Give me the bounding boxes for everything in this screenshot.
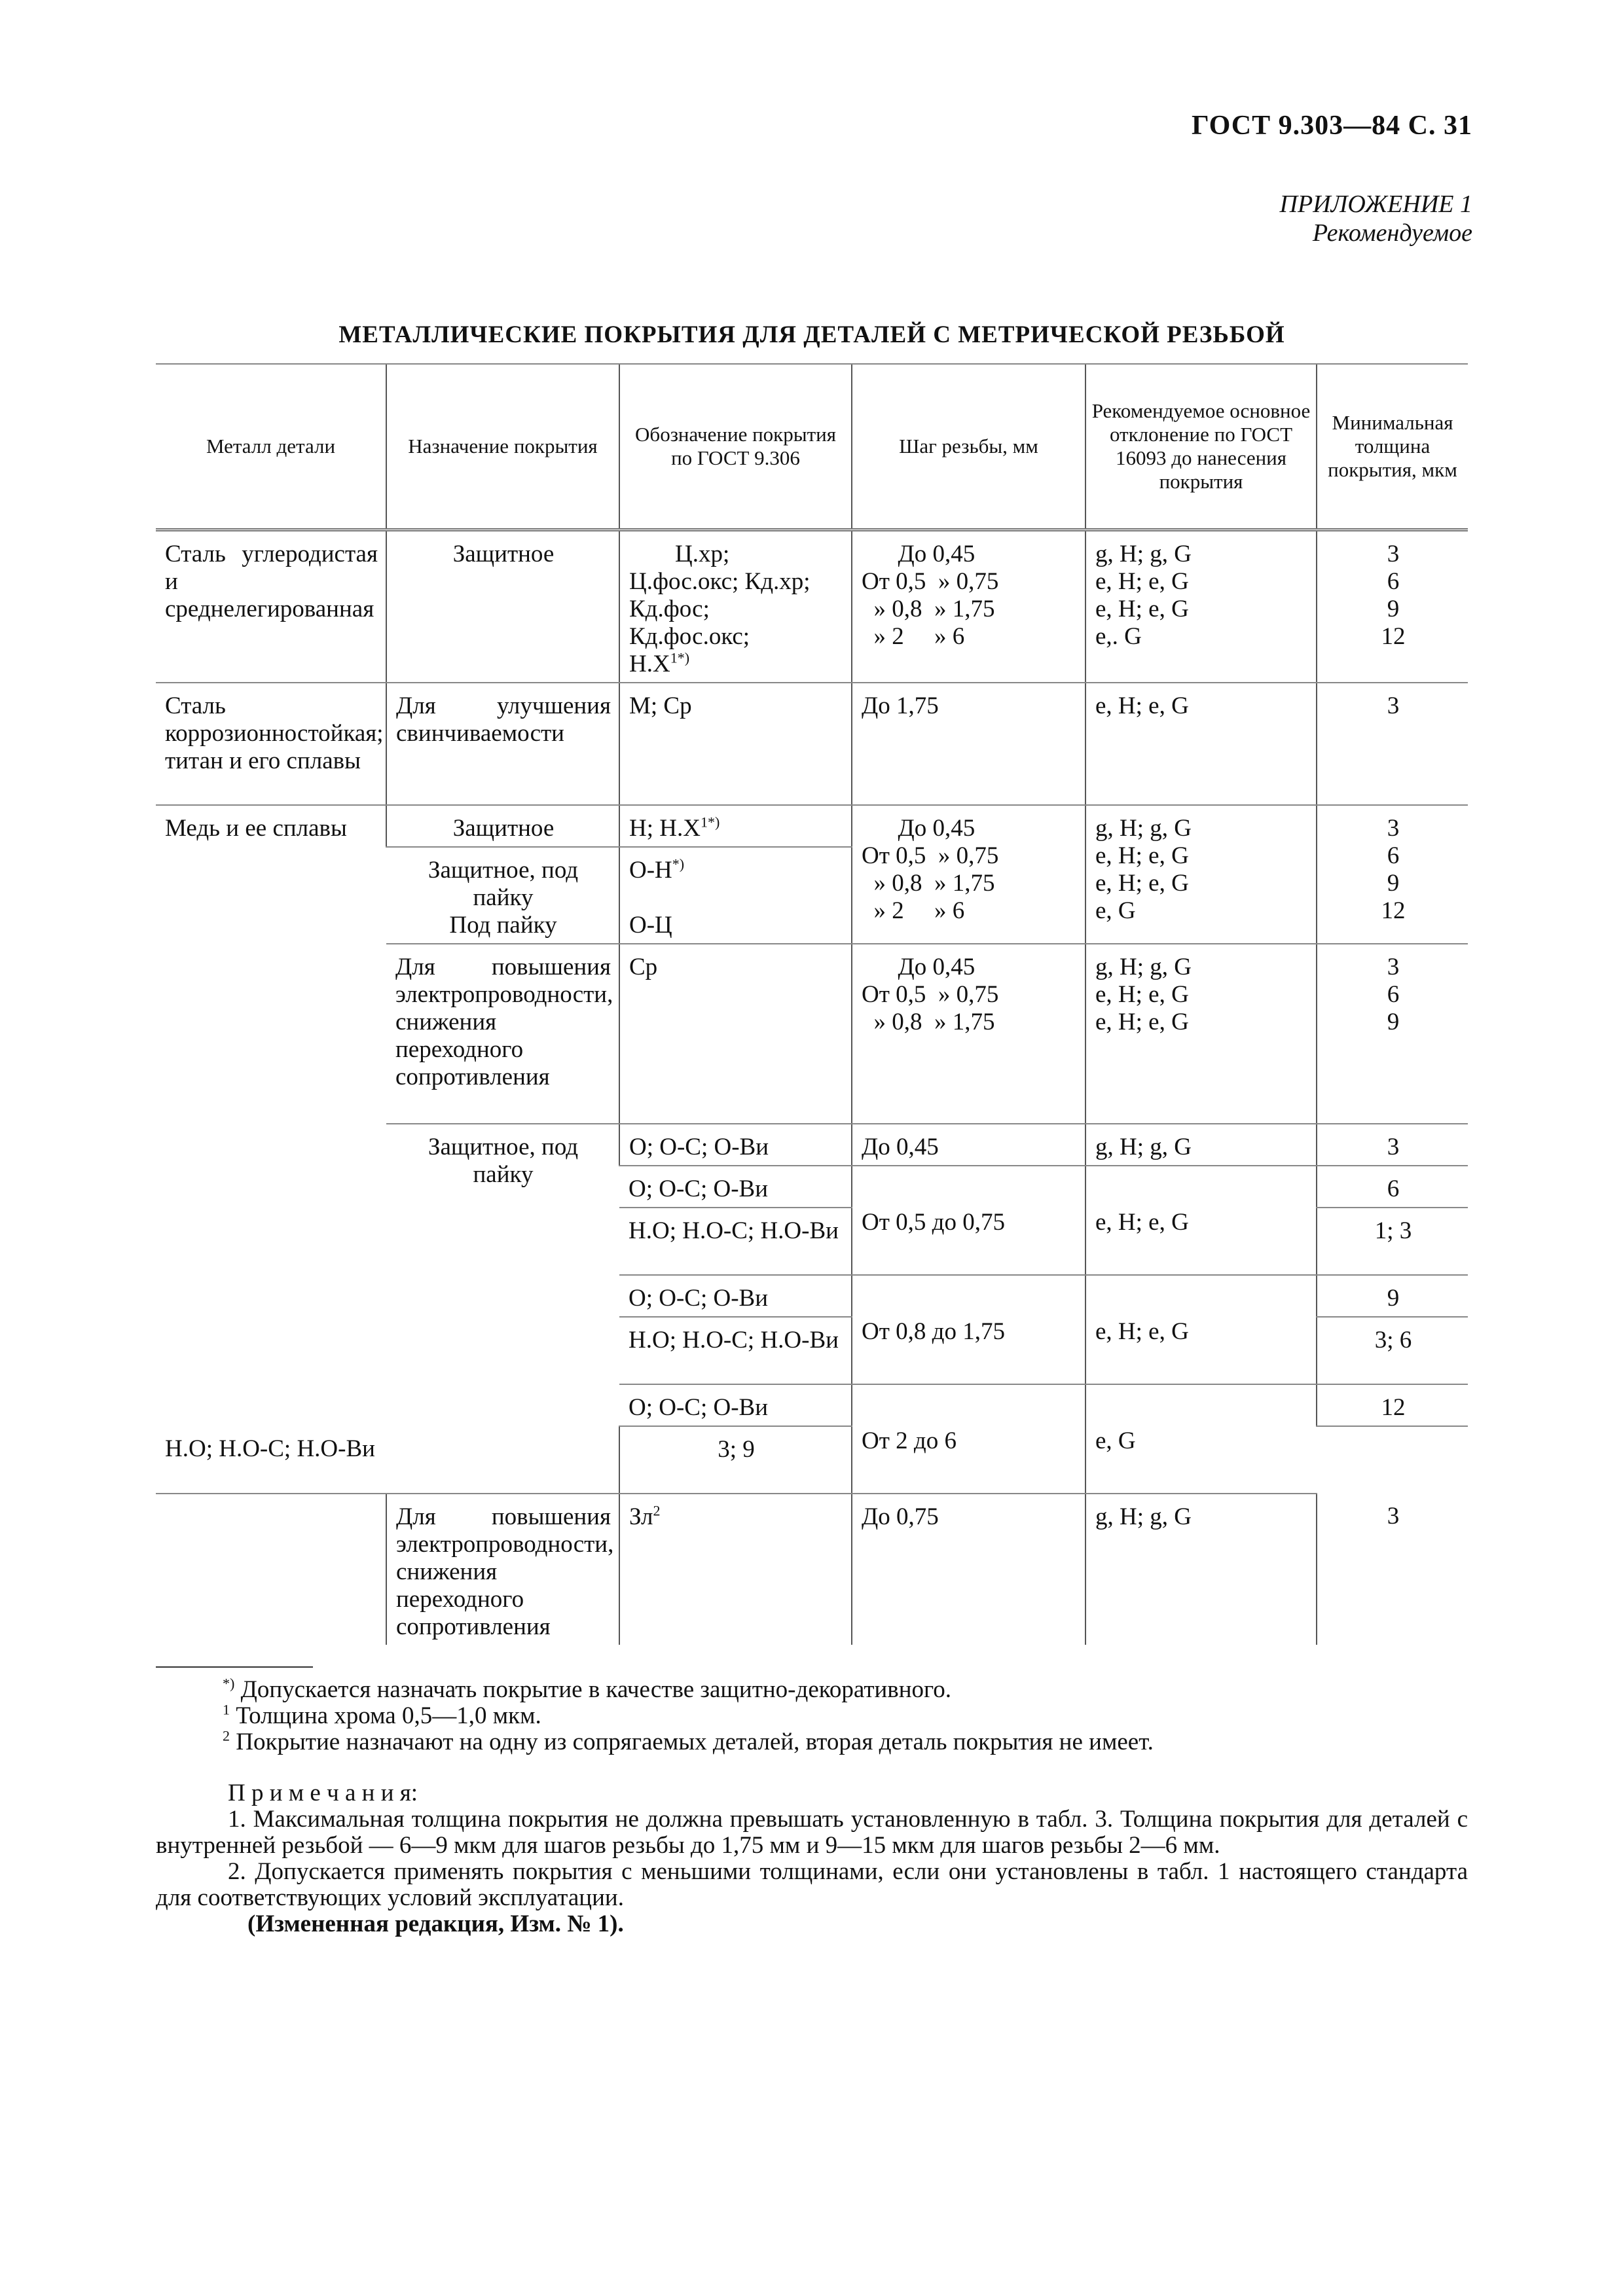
- cell-thickness: 3; 9: [619, 1426, 852, 1494]
- cell-metal: Сталь углеродистая и среднелегированная: [156, 529, 386, 683]
- cell-thickness: 3: [1317, 1494, 1468, 1645]
- header-deviation: Рекомендуемое основное отклонение по ГОСТ 16093 до нанесения покрытия: [1085, 364, 1317, 529]
- cell-purpose: Для улучшения свинчиваемости: [386, 683, 619, 805]
- cell-deviation: e, H; e, G: [1085, 1166, 1317, 1275]
- footnote-2: $^2$ Покрытие назначают на одну из сопрягаемых деталей, вторая деталь покрытия не имеет.: [223, 1727, 1154, 1755]
- cell-pitch: До 1,75: [852, 683, 1085, 805]
- cell-designation: О; О-С; О-Ви: [619, 1166, 852, 1208]
- table-title: МЕТАЛЛИЧЕСКИЕ ПОКРЫТИЯ ДЛЯ ДЕТАЛЕЙ С МЕТРИЧЕСКОЙ РЕЗЬБОЙ: [338, 321, 1285, 348]
- cell-thickness: 9: [1317, 1275, 1468, 1317]
- cell-deviation: e, G: [1085, 1384, 1317, 1494]
- cell-designation: Ц.хр; Ц.фос.окс; Кд.хр; Кд.фос; Кд.фос.окс; $Н.Х^{1*)}$: [619, 529, 852, 683]
- cell-pitch: От 0,5 до 0,75: [852, 1166, 1085, 1275]
- appendix-label: [1280, 190, 1472, 247]
- cell-purpose: Защитное: [386, 529, 619, 683]
- cell-thickness: 6: [1317, 1166, 1468, 1208]
- footnote-separator: [156, 1666, 313, 1668]
- cell-deviation: g, H; g, G: [1085, 1124, 1317, 1166]
- cell-deviation: e, H; e, G: [1085, 1275, 1317, 1384]
- note-1: 1. Максимальная толщина покрытия не должна превышать установленную в табл. 3. Толщина покрытия для деталей с внутренней резьбой — 6—9 мкм для шагов резьбы до 1,75 мм и 9—15 мкм для шагов резьбы 2—6 мм.: [156, 1806, 1468, 1859]
- cell-deviation: g, H; g, G e, H; e, G e, H; e, G e, G: [1085, 805, 1317, 944]
- cell-designation: Н.О; Н.О-С; Н.О-Ви: [619, 1208, 852, 1275]
- cell-thickness: 3 6 9 12: [1317, 805, 1468, 944]
- cell-deviation: g, H; g, G: [1085, 1494, 1317, 1645]
- header-thickness: Минимальная толщина покрытия, мкм: [1317, 364, 1468, 529]
- cell-deviation: g, H; g, G e, H; e, G e, H; e, G: [1085, 944, 1317, 1124]
- document-header: ГОСТ 9.303—84 С. 31: [1191, 111, 1472, 141]
- cell-deviation: g, H; g, G e, H; e, G e, H; e, G e,. G: [1085, 529, 1317, 683]
- cell-designation: М; Ср: [619, 683, 852, 805]
- table-header-row: [156, 364, 1468, 529]
- cell-metal: [156, 1494, 386, 1645]
- cell-purpose: Для повышения электропроводности, снижения переходного сопротивления: [386, 1494, 619, 1645]
- cell-pitch: До 0,45: [852, 1124, 1085, 1166]
- amendment-note: (Измененная редакция, Изм. № 1).: [247, 1910, 624, 1937]
- cell-pitch: До 0,45 От 0,5 » 0,75 » 0,8 » 1,75: [852, 944, 1085, 1124]
- table-row: [156, 1494, 1468, 1645]
- cell-pitch: До 0,45 От 0,5 » 0,75 » 0,8 » 1,75 » 2 » 6: [852, 805, 1085, 944]
- header-designation: Обозначение покрытия по ГОСТ 9.306: [619, 364, 852, 529]
- header-metal: Металл детали: [156, 364, 386, 529]
- cell-thickness: 3; 6: [1317, 1317, 1468, 1384]
- cell-purpose: Защитное: [386, 805, 619, 847]
- cell-designation: О; О-С; О-Ви: [619, 1384, 852, 1426]
- cell-pitch: От 0,8 до 1,75: [852, 1275, 1085, 1384]
- cell-designation: О; О-С; О-Ви: [619, 1124, 852, 1166]
- header-purpose: Назначение покрытия: [386, 364, 619, 529]
- notes-heading: П р и м е ч а н и я:: [228, 1780, 418, 1806]
- cell-thickness: 3 6 9: [1317, 944, 1468, 1124]
- cell-designation: $Зл^2$: [619, 1494, 852, 1645]
- cell-purpose: Защитное, под пайку: [386, 1124, 619, 1494]
- cell-thickness: 3: [1317, 683, 1468, 805]
- coatings-table: [156, 363, 1468, 1645]
- cell-designation: Ср: [619, 944, 852, 1124]
- cell-metal: Сталь коррозионностойкая; титан и его сплавы: [156, 683, 386, 805]
- table-row: [156, 683, 1468, 805]
- cell-designation: Н.О; Н.О-С; Н.О-Ви: [156, 1426, 386, 1494]
- cell-purpose: Для повышения электропроводности, снижения переходного сопротивления: [386, 944, 619, 1124]
- table-row: [156, 529, 1468, 683]
- cell-designation: О; О-С; О-Ви: [619, 1275, 852, 1317]
- cell-thickness: 1; 3: [1317, 1208, 1468, 1275]
- appendix-status: Рекомендуемое: [1312, 219, 1472, 247]
- cell-thickness: 3: [1317, 1124, 1468, 1166]
- cell-pitch: От 2 до 6: [852, 1384, 1085, 1494]
- cell-metal: Медь и ее сплавы: [165, 814, 347, 842]
- header-pitch: Шаг резьбы, мм: [852, 364, 1085, 529]
- note-2: 2. Допускается применять покрытия с меньшими толщинами, если они установлены в табл. 1 настоящего стандарта для соответствующих условий эксплуатации.: [156, 1858, 1468, 1911]
- cell-thickness: 12: [1317, 1384, 1468, 1426]
- notes-section: [156, 1780, 1468, 1937]
- appendix-number: ПРИЛОЖЕНИЕ 1: [1279, 190, 1472, 218]
- cell-thickness: 3 6 9 12: [1317, 529, 1468, 683]
- table-row: [156, 805, 1468, 847]
- cell-designation: Н.О; Н.О-С; Н.О-Ви: [619, 1317, 852, 1384]
- cell-purpose: Защитное, под пайку Под пайку: [386, 847, 619, 944]
- cell-designation: О-Н*) О-Ц: [619, 847, 852, 944]
- footnote-1: $^1$ Толщина хрома 0,5—1,0 мкм.: [223, 1701, 541, 1729]
- cell-designation: Н; $Н.Х^{1*)}$: [619, 805, 852, 847]
- cell-pitch: До 0,45 От 0,5 » 0,75 » 0,8 » 1,75 » 2 » 6: [852, 529, 1085, 683]
- cell-pitch: До 0,75: [852, 1494, 1085, 1645]
- cell-deviation: e, H; e, G: [1085, 683, 1317, 805]
- footnote-star: *) Допускается назначать покрытие в качестве защитно-декоративного.: [223, 1675, 952, 1703]
